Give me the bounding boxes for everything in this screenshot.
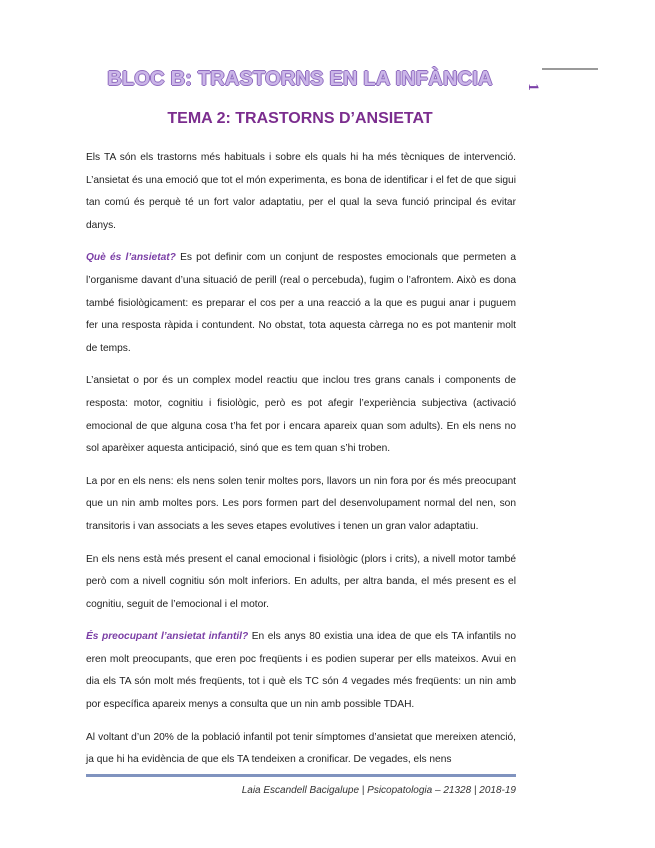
paragraph [86, 626, 516, 716]
paragraph-text: Els TA són els trastorns més habituals i sobre els quals hi ha més tècniques de intervenció. L’ansietat és una emoció que tot el món experimenta, es bona de identificar i el fet de que sigui tan comú és perquè té un fort valor adaptatiu, per el qual la seva funció principal és evitar danys. [86, 152, 516, 231]
paragraph-text: Al voltant d’un 20% de la població infantil pot tenir símptomes d’ansietat que mereixen atenció, ja que hi ha evidència de que els TA tendeixen a cronificar. De vegades, els nens [86, 731, 516, 766]
paragraph-text: En els anys 80 existia una idea de que els TA infantils no eren molt preocupants, que eren poc freqüents i es podien superar per ells mateixos. Avui en dia els TA són molt més freqüents, tot i què els TC són 4 vegades més freqüents: un nin amb por específica apareix menys a consulta que un nin amb possible TDAH. [86, 631, 516, 711]
page-number: 1 [525, 83, 541, 91]
paragraph [86, 727, 516, 772]
paragraph [86, 147, 516, 237]
document-body [86, 147, 516, 782]
paragraph-lead: Què és l’ansietat? [86, 252, 176, 264]
paragraph-lead: És preocupant l’ansietat infantil? [86, 631, 249, 643]
paragraph [86, 471, 516, 539]
paragraph [86, 370, 516, 460]
paragraph-text: Es pot definir com un conjunt de respostes emocionals que permeten a l’organisme davant d’una situació de perill (real o percebuda), fugim o l’afrontem. Això es dona també fisiològicament: es preparar el cos per a una reacció a la que es pugui anar i puguem fer una resposta ràpida i contundent. No obstat, tota aquesta càrrega no es pot mantenir molt de temps. [86, 252, 516, 354]
document-title: BLOC B: TRASTORNS EN LA INFÀNCIA [107, 68, 493, 90]
paragraph-text: La por en els nens: els nens solen tenir moltes pors, llavors un nin fora por és més preocupant que un nin amb moltes pors. Les pors formen part del desenvolupament normal del nen, son transitoris i van associats a les seves etapes evolutives i tenen un gran valor adaptatiu. [86, 475, 516, 532]
paragraph [86, 549, 516, 617]
footer-rule [86, 774, 516, 777]
paragraph-text: L’ansietat o por és un complex model reactiu que inclou tres grans canals i components de resposta: motor, cognitiu i fisiològic, però es pot afegir l’experiència subjectiva (activació emocional de que alguna cosa t’ha fet por i encara apareix quan som adults). En els nens no sol aparèixer aquesta anticipació, sinó que es tem quan s’hi troben. [86, 375, 516, 455]
footer: Laia Escandell Bacigalupe | Psicopatologia – 21328 | 2018-19 [241, 785, 516, 796]
paragraph-text: En els nens està més present el canal emocional i fisiològic (plors i crits), a nivell motor també però com a nivell cognitiu són molt inferiors. En adults, per altra banda, el més present es el cognitiu, seguit de l’emocional i el motor. [86, 553, 516, 610]
paragraph [86, 247, 516, 360]
document-subtitle: TEMA 2: TRASTORNS D’ANSIETAT [167, 110, 433, 127]
